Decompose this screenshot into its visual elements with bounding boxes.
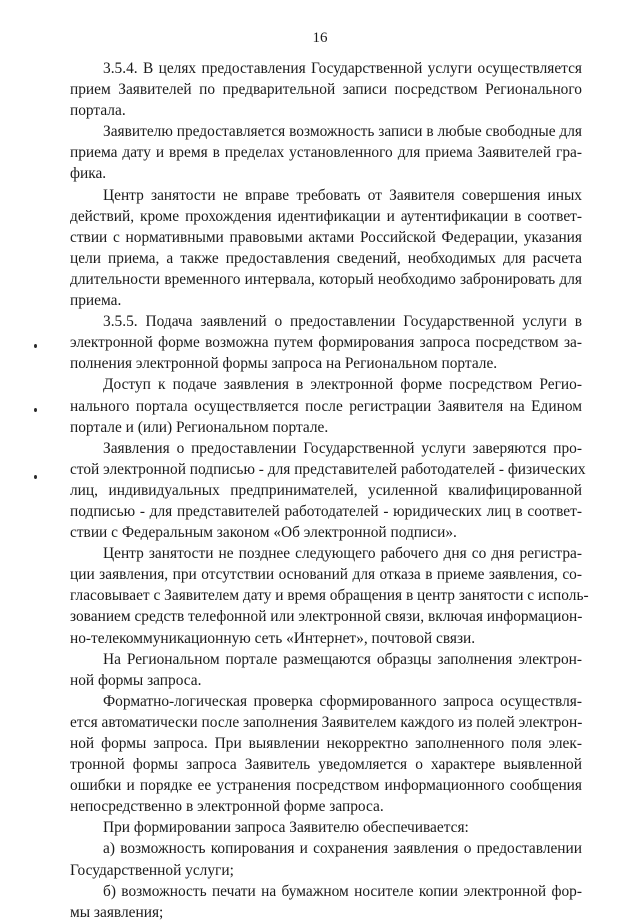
text-line: но-телекоммуникационную сеть «Интернет», почтовой связи. (70, 629, 476, 647)
paragraph (70, 438, 586, 543)
margin-mark (34, 475, 37, 479)
text-line: а) возможность копирования и сохранения заявления о предоставлении (103, 840, 582, 858)
text-line: зованием средств телефонной или электронной связи, включая информацион- (70, 608, 583, 626)
text-line: портале и (или) Региональном портале. (70, 418, 329, 436)
text-line: фика. (70, 165, 107, 183)
text-line: Доступ к подаче заявления в электронной форме посредством Регио- (103, 376, 582, 394)
paragraph (70, 374, 582, 437)
text-line: Заявления о предоставлении Государственной услуги заверяются про- (103, 439, 582, 457)
text-line: ствии с Федеральным законом «Об электронной подписи». (70, 524, 457, 542)
page-number: 16 (312, 30, 328, 46)
margin-mark (34, 344, 37, 348)
text-line: б) возможность печати на бумажном носителе копии электронной фор- (103, 882, 582, 900)
text-line: электронной форме возможна путем формирования запроса посредством за- (70, 334, 582, 352)
text-line: цели приема, а также предоставления сведений, необходимых для расчета (70, 249, 582, 267)
text-line: гласовывает с Заявителем дату и время обращения в центр занятости с исполь- (70, 587, 589, 605)
text-line: лиц, индивидуальных предпринимателей, усиленной квалифицированной (70, 481, 582, 499)
paragraph (70, 881, 582, 923)
text-line: При формировании запроса Заявителю обеспечивается: (103, 819, 469, 837)
text-line: приема. (70, 292, 122, 310)
text-line: Центр занятости не позднее следующего рабочего дня со дня регистра- (103, 545, 582, 563)
paragraph (70, 543, 589, 648)
text-line: приема дату и время в пределах установленного для приема Заявителей гра- (70, 144, 582, 162)
text-line: Центр занятости не вправе требовать от Заявителя совершения иных (103, 186, 582, 204)
text-line: ции заявления, при отсутствии оснований для отказа в приеме заявления, со- (70, 566, 582, 584)
text-line: ной формы запроса. (70, 671, 202, 689)
text-line: На Региональном портале размещаются образцы заполнения электрон- (103, 650, 582, 668)
text-line: Государственной услуги; (70, 861, 234, 879)
paragraph (70, 311, 582, 374)
text-line: Форматно-логическая проверка сформированного запроса осуществля- (103, 692, 582, 710)
paragraph (70, 185, 582, 312)
text-line: ствии с нормативными правовыми актами Российской Федерации, указания (70, 228, 582, 246)
paragraph (70, 58, 582, 121)
text-line: подписью - для представителей работодателей - юридических лиц в соответ- (70, 502, 582, 520)
text-line: стой электронной подписью - для представителей работодателей - физических (70, 460, 586, 478)
text-line: портала. (70, 102, 126, 120)
paragraph (70, 691, 582, 818)
text-line: 3.5.5. Подача заявлений о предоставлении Государственной услуги в (103, 313, 582, 331)
text-line: ной формы запроса. При выявлении некорректно заполненного поля элек- (70, 735, 582, 752)
text-line: ется автоматически после заполнения Заявителем каждого из полей электрон- (70, 713, 583, 731)
paragraph (70, 838, 582, 880)
text-line: нального портала осуществляется после регистрации Заявителя на Едином (70, 397, 582, 415)
text-line: тронной формы запроса Заявитель уведомляется о характере выявленной (70, 756, 582, 774)
text-line: длительности временного интервала, который необходимо забронировать для (70, 270, 582, 288)
paragraph (70, 649, 582, 691)
text-line: полнения электронной формы запроса на Региональном портале. (70, 355, 498, 373)
text-line: мы заявления; (70, 903, 164, 921)
text-line: 3.5.4. В целях предоставления Государственной услуги осуществляется (103, 60, 582, 77)
paragraph (70, 817, 582, 838)
text-line: Заявителю предоставляется возможность записи в любые свободные для (103, 123, 582, 141)
margin-mark (34, 408, 37, 412)
text-line: непосредственно в электронной форме запроса. (70, 798, 384, 816)
text-line: прием Заявителей по предварительной записи посредством Регионального (70, 81, 582, 99)
document-body (70, 58, 589, 923)
text-line: действий, кроме прохождения идентификации и аутентификации в соответ- (70, 207, 582, 225)
paragraph (70, 121, 582, 184)
text-line: ошибки и порядке ее устранения посредством информационного сообщения (70, 777, 582, 795)
